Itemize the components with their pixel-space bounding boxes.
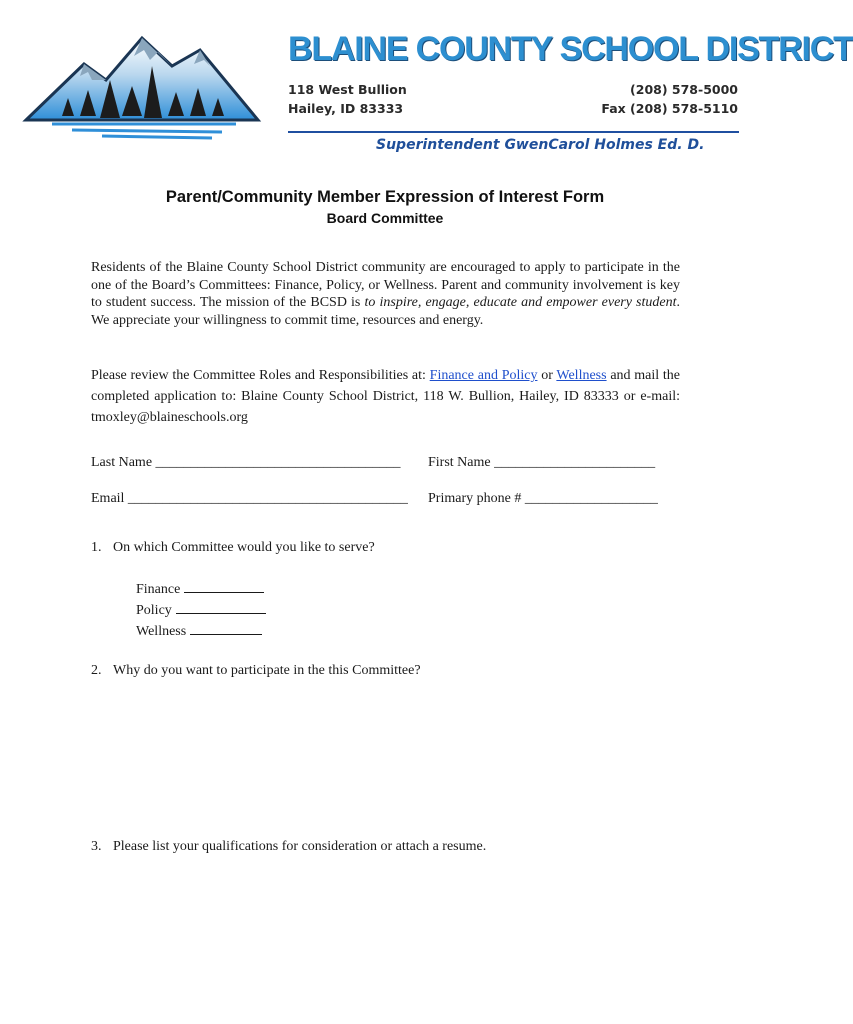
option-blank[interactable]: [184, 578, 264, 593]
superintendent-name: Superintendent GwenCarol Holmes Ed. D.: [376, 137, 705, 153]
option-blank[interactable]: [176, 599, 266, 614]
fax-number: Fax (208) 578-5110: [601, 101, 738, 116]
option-label: Policy: [136, 603, 172, 618]
question-1: [91, 540, 375, 556]
review-text-or: or: [537, 368, 557, 383]
committee-option-policy[interactable]: [136, 599, 266, 621]
district-address: [288, 80, 407, 118]
first-name-field[interactable]: First Name _______________________: [428, 455, 656, 470]
question-3: [91, 839, 486, 855]
question-2: [91, 663, 421, 679]
question-number: 2.: [91, 663, 102, 678]
option-label: Finance: [136, 582, 181, 597]
review-text: Please review the Committee Roles and Responsibilities at:: [91, 368, 430, 383]
last-name-field[interactable]: Last Name ___________________________________: [91, 455, 401, 470]
committee-option-wellness[interactable]: [136, 620, 262, 642]
form-title: Parent/Community Member Expression of Interest Form: [165, 188, 605, 206]
review-text-mail: and mail the completed application to: Blaine County School District, 118 W. Bullion, Hailey, ID 83333 or e-mail: tmoxley@blaineschools.org: [91, 368, 681, 425]
mission-statement: to inspire, engage, educate and empower every student: [364, 295, 677, 311]
header-divider: [288, 131, 739, 133]
intro-text-end: . We appreciate your willingness to commit time, resources and energy.: [91, 295, 680, 328]
question-text: Why do you want to participate in the this Committee?: [113, 663, 421, 678]
phone-number: (208) 578-5000: [630, 82, 738, 97]
district-contact: [601, 80, 738, 118]
question-text: Please list your qualifications for consideration or attach a resume.: [113, 839, 487, 854]
district-name: BLAINE COUNTY SCHOOL DISTRICT: [288, 30, 853, 68]
option-blank[interactable]: [190, 620, 262, 635]
address-city: Hailey, ID 83333: [288, 101, 404, 116]
option-label: Wellness: [136, 624, 187, 639]
mountains-trees-logo-icon: [22, 36, 262, 140]
email-field[interactable]: Email ________________________________________: [91, 491, 408, 506]
question-text: On which Committee would you like to serve?: [113, 540, 375, 555]
intro-text: Residents of the Blaine County School District community are encouraged to apply to participate in the one of the Board’s Committees: Finance, Policy, or Wellness. Parent and community involvement is key to student success. The mission of the BCSD is: [91, 260, 680, 311]
intro-paragraph: [91, 259, 680, 329]
form-subtitle: Board Committee: [326, 210, 444, 226]
question-number: 1.: [91, 540, 102, 555]
committee-option-finance[interactable]: [136, 578, 264, 600]
primary-phone-field[interactable]: Primary phone # ___________________: [428, 491, 658, 506]
review-paragraph: [91, 365, 680, 428]
wellness-link[interactable]: Wellness: [556, 368, 607, 383]
question-number: 3.: [91, 839, 102, 854]
address-street: 118 West Bullion: [288, 82, 407, 97]
finance-policy-link[interactable]: Finance and Policy: [429, 368, 538, 383]
